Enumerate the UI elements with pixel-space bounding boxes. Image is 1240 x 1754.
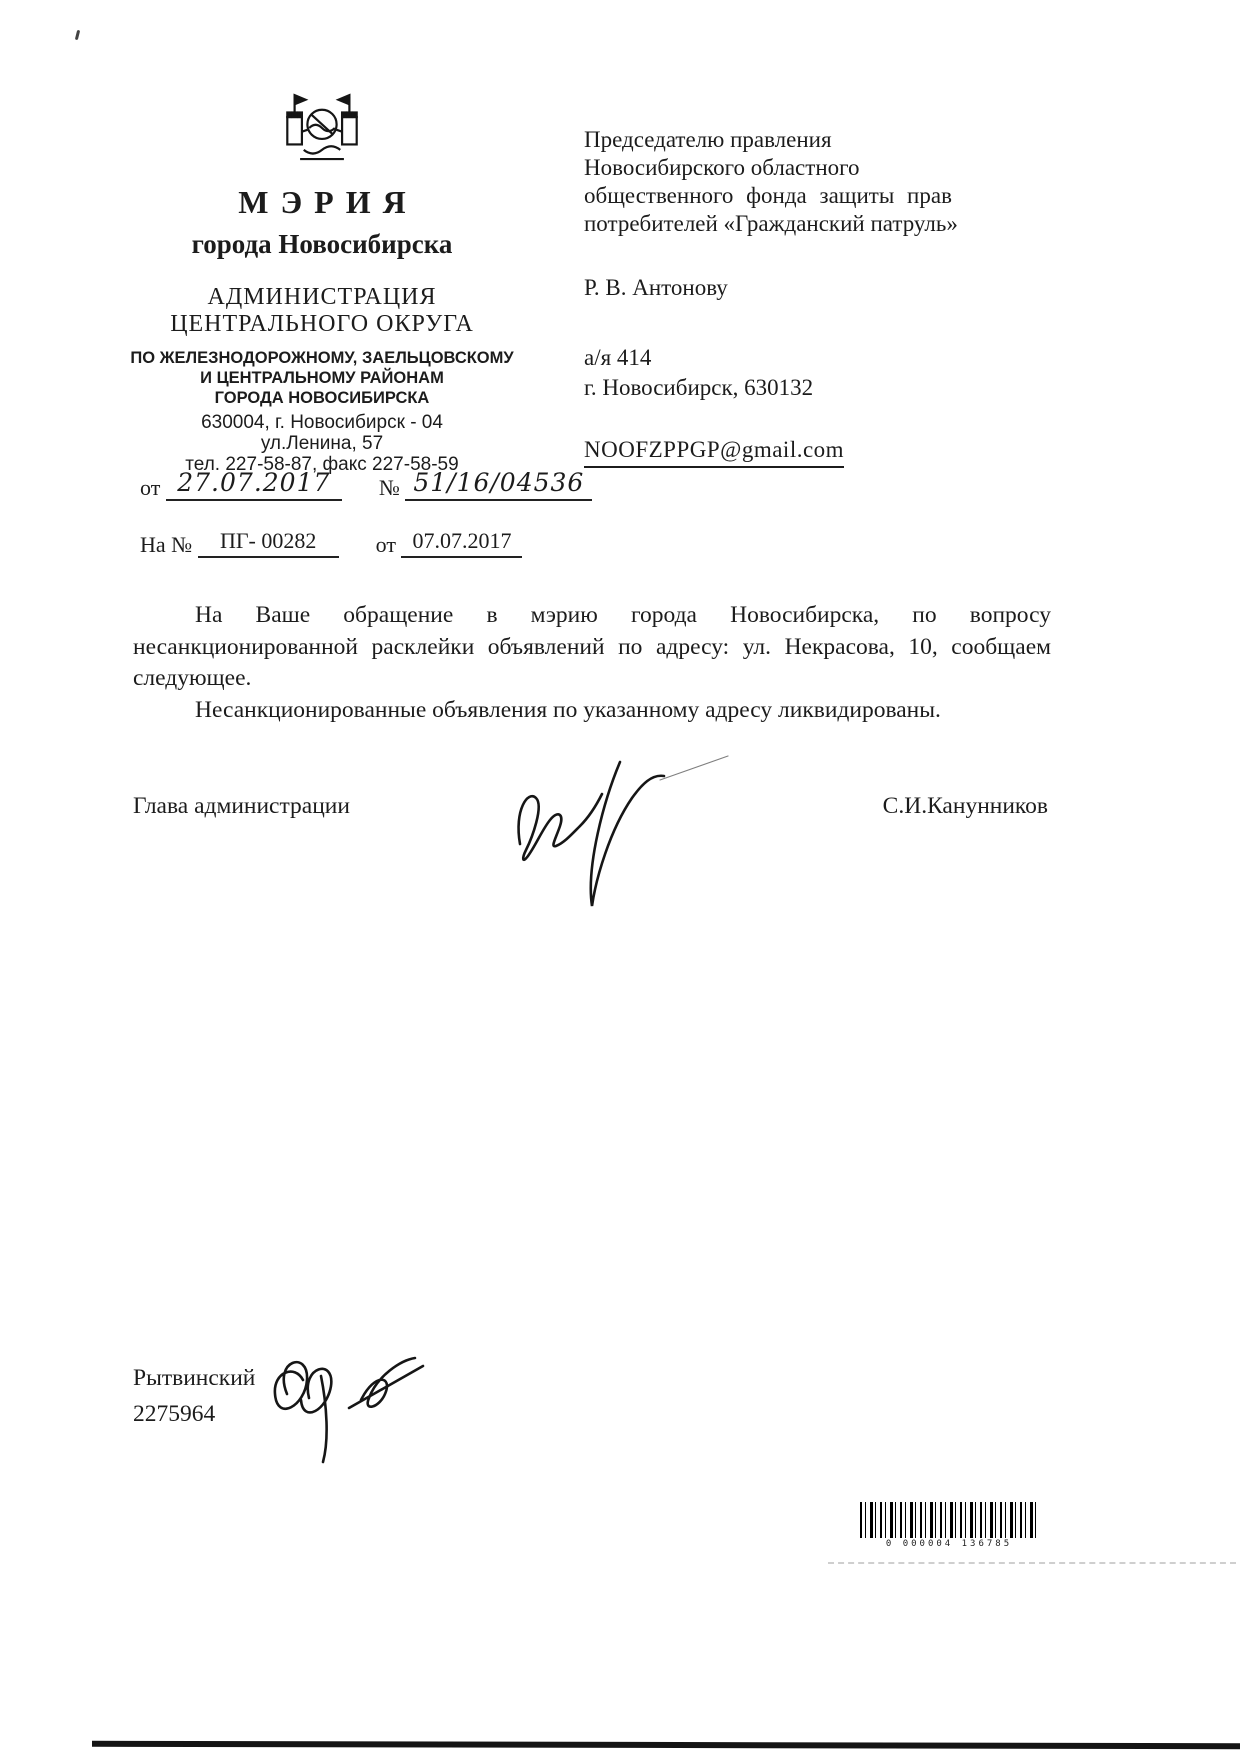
executor-phone: 2275964 <box>133 1401 216 1427</box>
executor-block <box>133 1360 255 1432</box>
outgoing-reference-line <box>140 468 592 501</box>
recipient-city: г. Новосибирск, 630132 <box>584 375 814 400</box>
recipient-line-3: общественного фонда защиты прав <box>584 183 952 208</box>
district-line3: ГОРОДА НОВОСИБИРСКА <box>214 389 430 407</box>
head-signature <box>492 746 738 926</box>
incoming-date-value: 07.07.2017 <box>401 528 522 558</box>
scan-artifact-bottom-edge <box>92 1741 1240 1749</box>
letterhead <box>112 86 532 475</box>
barcode-digits: 0 000004 136785 <box>885 1539 1013 1549</box>
incoming-number-value: ПГ- 00282 <box>198 528 339 558</box>
signer-name: С.И.Канунников <box>882 793 1048 819</box>
incoming-number-label: На № <box>140 532 193 557</box>
barcode-bars-icon <box>860 1502 1038 1538</box>
recipient-email: NOOFZPPGP@gmail.com <box>584 436 1046 468</box>
scan-artifact-dot <box>75 30 80 40</box>
body-paragraph-1: На Ваше обращение в мэрию города Новосибирска, по вопросу несанкционированной расклейки объявлений по адресу: ул. Некрасова, 10, сообщаем следующее. <box>133 602 1051 691</box>
recipient-line-4: потребителей «Гражданский патруль» <box>584 211 958 236</box>
executor-name: Рытвинский <box>133 1365 256 1391</box>
recipient-line-1: Председателю правления <box>584 127 832 152</box>
org-name-line2: города Новосибирска <box>191 229 453 259</box>
admin-line1: АДМИНИСТРАЦИЯ <box>207 284 437 310</box>
outgoing-number-handwritten: 51/16/04536 <box>413 468 585 497</box>
letter-body <box>133 600 1051 726</box>
org-name-line1: МЭРИЯ <box>238 184 418 220</box>
signer-title: Глава администрации <box>133 793 350 819</box>
incoming-reference-line <box>140 528 522 558</box>
recipient-po-box: а/я 414 <box>584 345 652 370</box>
recipient-block <box>584 126 1046 468</box>
recipient-line-2: Новосибирского областного <box>584 155 860 180</box>
outgoing-date-handwritten: 27.07.2017 <box>177 468 331 497</box>
district-line1: ПО ЖЕЛЕЗНОДОРОЖНОМУ, ЗАЕЛЬЦОВСКОМУ <box>130 349 514 367</box>
outgoing-number-label: № <box>378 475 400 500</box>
address-line2: ул.Ленина, 57 <box>260 433 384 454</box>
scan-artifact-dashed-line <box>828 1562 1236 1564</box>
address-line1: 630004, г. Новосибирск - 04 <box>201 412 443 433</box>
novosibirsk-coat-of-arms-icon <box>276 86 368 170</box>
body-paragraph-2: Несанкционированные объявления по указанному адресу ликвидированы. <box>195 696 941 723</box>
admin-line2: ЦЕНТРАЛЬНОГО ОКРУГА <box>170 311 474 337</box>
barcode <box>860 1502 1038 1549</box>
outgoing-date-label: от <box>140 475 161 500</box>
address-line3: тел. 227-58-87, факс 227-58-59 <box>185 454 459 475</box>
recipient-name: Р. В. Антонову <box>584 275 728 300</box>
executor-signature <box>243 1336 457 1470</box>
incoming-date-label: от <box>375 532 396 557</box>
district-line2: И ЦЕНТРАЛЬНОМУ РАЙОНАМ <box>200 369 444 387</box>
